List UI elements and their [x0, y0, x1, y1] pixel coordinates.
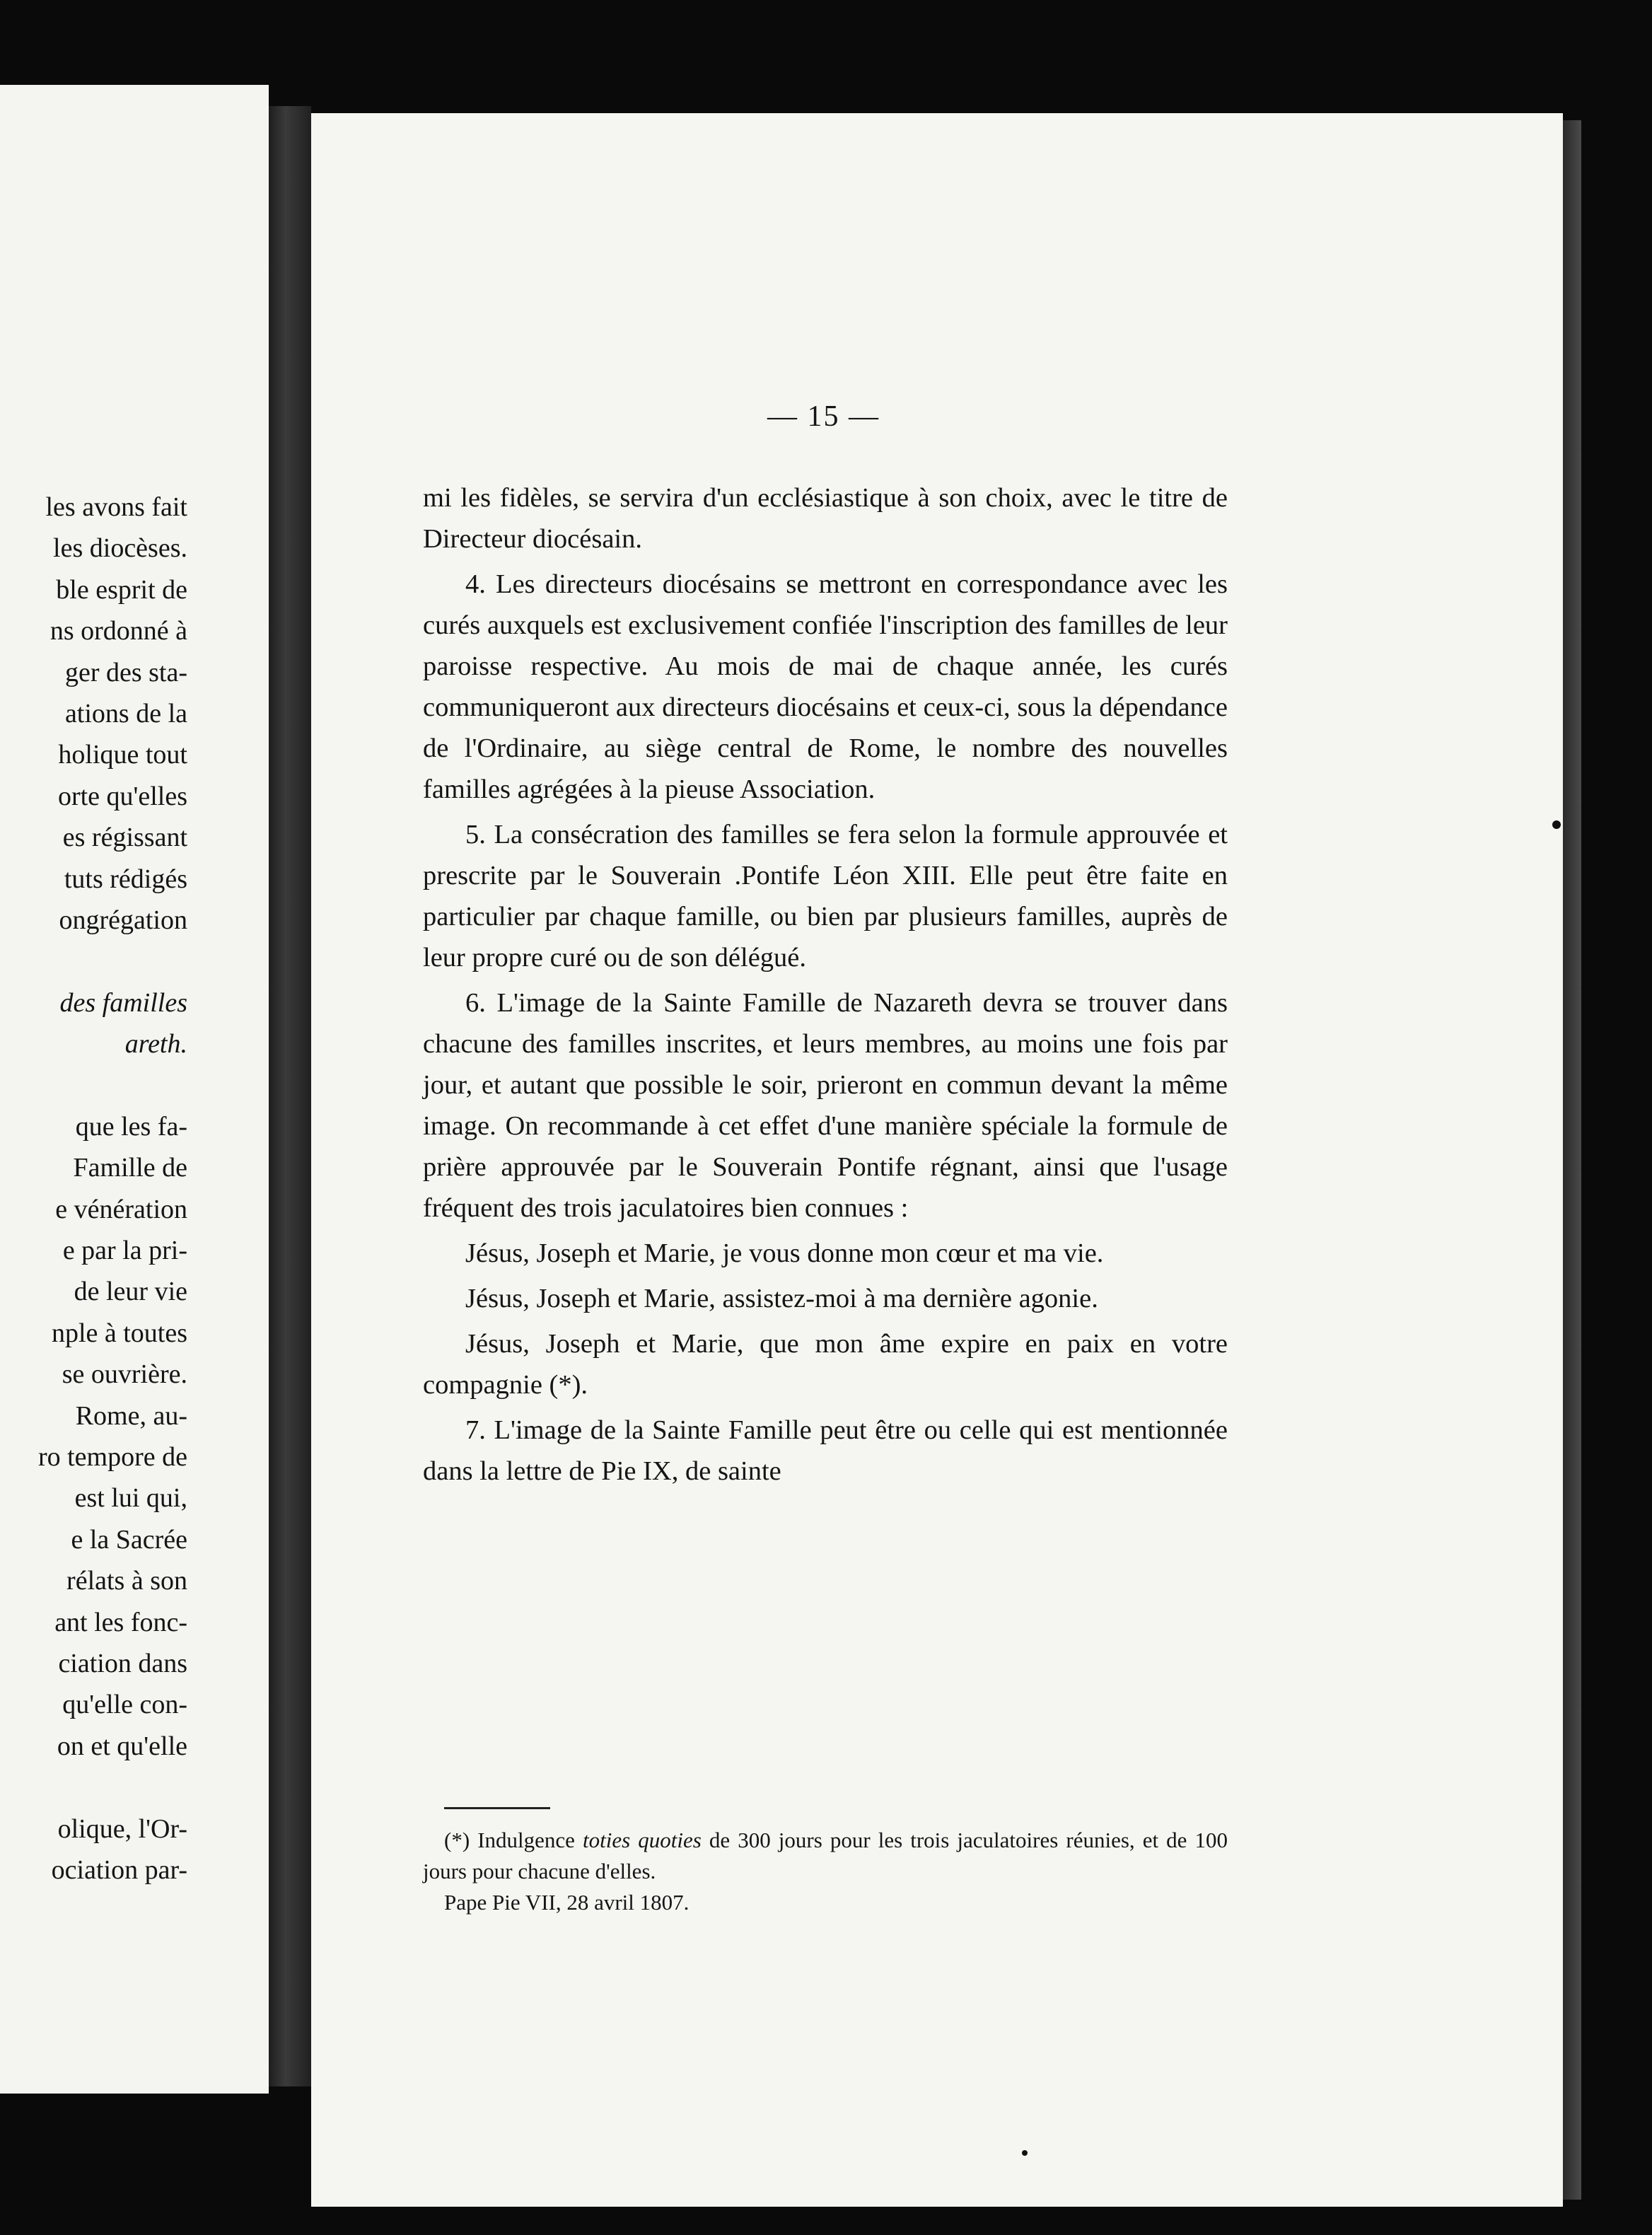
footnote-source: Pape Pie VII, 28 avril 1807. — [444, 1890, 690, 1915]
paragraph: Jésus, Joseph et Marie, que mon âme expire en paix en votre compagnie (*). — [423, 1329, 1228, 1400]
previous-page-line: se ouvrière. — [62, 1359, 187, 1390]
previous-page-line: olique, l'Or- — [57, 1813, 187, 1844]
footnote-rest: de 300 jours pour les trois jaculatoires réunies, et de 100 jours pour chacune d'elles. — [423, 1828, 1228, 1883]
previous-page-line: qu'elle con- — [62, 1690, 187, 1720]
scan-speck — [1552, 820, 1561, 829]
previous-page-line: que les fa- — [75, 1111, 187, 1142]
footnote-italic: toties quoties — [583, 1828, 702, 1852]
previous-page-line: ro tempore de — [37, 1441, 187, 1472]
paragraph: 4. Les directeurs diocésains se mettront en correspondance avec les curés auxquels est exclusivement confiée l'inscription des familles de leur paroisse respective. Au mois de mai de chaque année, les curés communiqueront aux directeurs diocésains et ceux-ci, sous la dépendance de l'Ordinaire, au siège central de Rome, le nombre des nouvelles familles agrégées à la pieuse Association. — [423, 569, 1228, 804]
previous-page-line: e la Sacrée — [71, 1524, 187, 1555]
previous-page-line — [0, 1064, 187, 1105]
footnote-rule — [444, 1807, 550, 1809]
previous-page-line: ble esprit de — [56, 574, 187, 605]
previous-page-line: de leur vie — [74, 1277, 187, 1307]
previous-page-line: ciation dans — [58, 1648, 187, 1678]
previous-page-line: e vénération — [55, 1194, 187, 1224]
paragraph: 7. L'image de la Sainte Famille peut être ou celle qui est mentionnée dans la lettre de Pie IX, de sainte — [423, 1415, 1228, 1486]
paragraph: mi les fidèles, se servira d'un ecclésiastique à son choix, avec le titre de Directeur diocésain. — [423, 483, 1228, 554]
previous-page-line: ations de la — [64, 698, 187, 728]
previous-page-line: areth. — [124, 1029, 187, 1060]
previous-page-line: les avons fait — [45, 492, 187, 522]
previous-page-line — [0, 941, 187, 982]
previous-page-text — [0, 487, 187, 1891]
previous-page-line: on et qu'elle — [57, 1731, 187, 1761]
previous-page-line: Rome, au- — [75, 1400, 187, 1431]
previous-page-line: les diocèses. — [53, 533, 187, 564]
book-gutter — [269, 106, 311, 2086]
page-number: — 15 — — [767, 400, 880, 433]
previous-page-line: est lui qui, — [74, 1483, 187, 1514]
footnote-indulgence — [423, 1825, 1228, 1887]
previous-page-line: des familles — [59, 987, 187, 1018]
paragraph: Jésus, Joseph et Marie, assistez-moi à ma dernière agonie. — [465, 1284, 1098, 1313]
previous-page-line: ongrégation — [59, 905, 187, 935]
previous-page-line: holique tout — [58, 740, 187, 770]
previous-page-line: ger des sta- — [64, 657, 187, 687]
previous-page-line: orte qu'elles — [57, 781, 187, 811]
page-edge — [1563, 120, 1581, 2200]
previous-page-line: Famille de — [73, 1153, 187, 1183]
footnote-marker: (*) Indulgence — [444, 1828, 575, 1852]
previous-page-line: nple à toutes — [51, 1318, 187, 1348]
previous-page-line — [0, 1767, 187, 1808]
previous-page-line: es régissant — [62, 823, 187, 853]
paragraph: 6. L'image de la Sainte Famille de Nazareth devra se trouver dans chacune des familles inscrites, et leurs membres, au moins une fois par jour, et autant que possible le soir, prieront en commun devant la même image. On recommande à cet effet d'une manière spéciale la formule de prière approuvée par le Souverain Pontife régnant, ainsi que l'usage fréquent des trois jaculatoires bien connues : — [423, 988, 1228, 1223]
previous-page-line: rélats à son — [66, 1566, 187, 1596]
previous-page-line: ant les fonc- — [54, 1607, 187, 1637]
previous-page-line: tuts rédigés — [64, 864, 187, 894]
paragraph: Jésus, Joseph et Marie, je vous donne mon cœur et ma vie. — [465, 1238, 1104, 1268]
footnotes — [423, 1825, 1228, 1918]
previous-page — [0, 85, 269, 2094]
scan-speck — [1022, 2150, 1028, 2156]
main-text — [423, 477, 1228, 1492]
previous-page-line: ociation par- — [51, 1854, 187, 1885]
previous-page-line: e par la pri- — [62, 1236, 187, 1266]
paragraph: 5. La consécration des familles se fera selon la formule approuvée et prescrite par le Souverain .Pontife Léon XIII. Elle peut être faite en particulier par chaque famille, ou bien par plusieurs familles, auprès de leur propre curé ou de son délégué. — [423, 820, 1228, 973]
previous-page-line: ns ordonné à — [50, 616, 187, 646]
